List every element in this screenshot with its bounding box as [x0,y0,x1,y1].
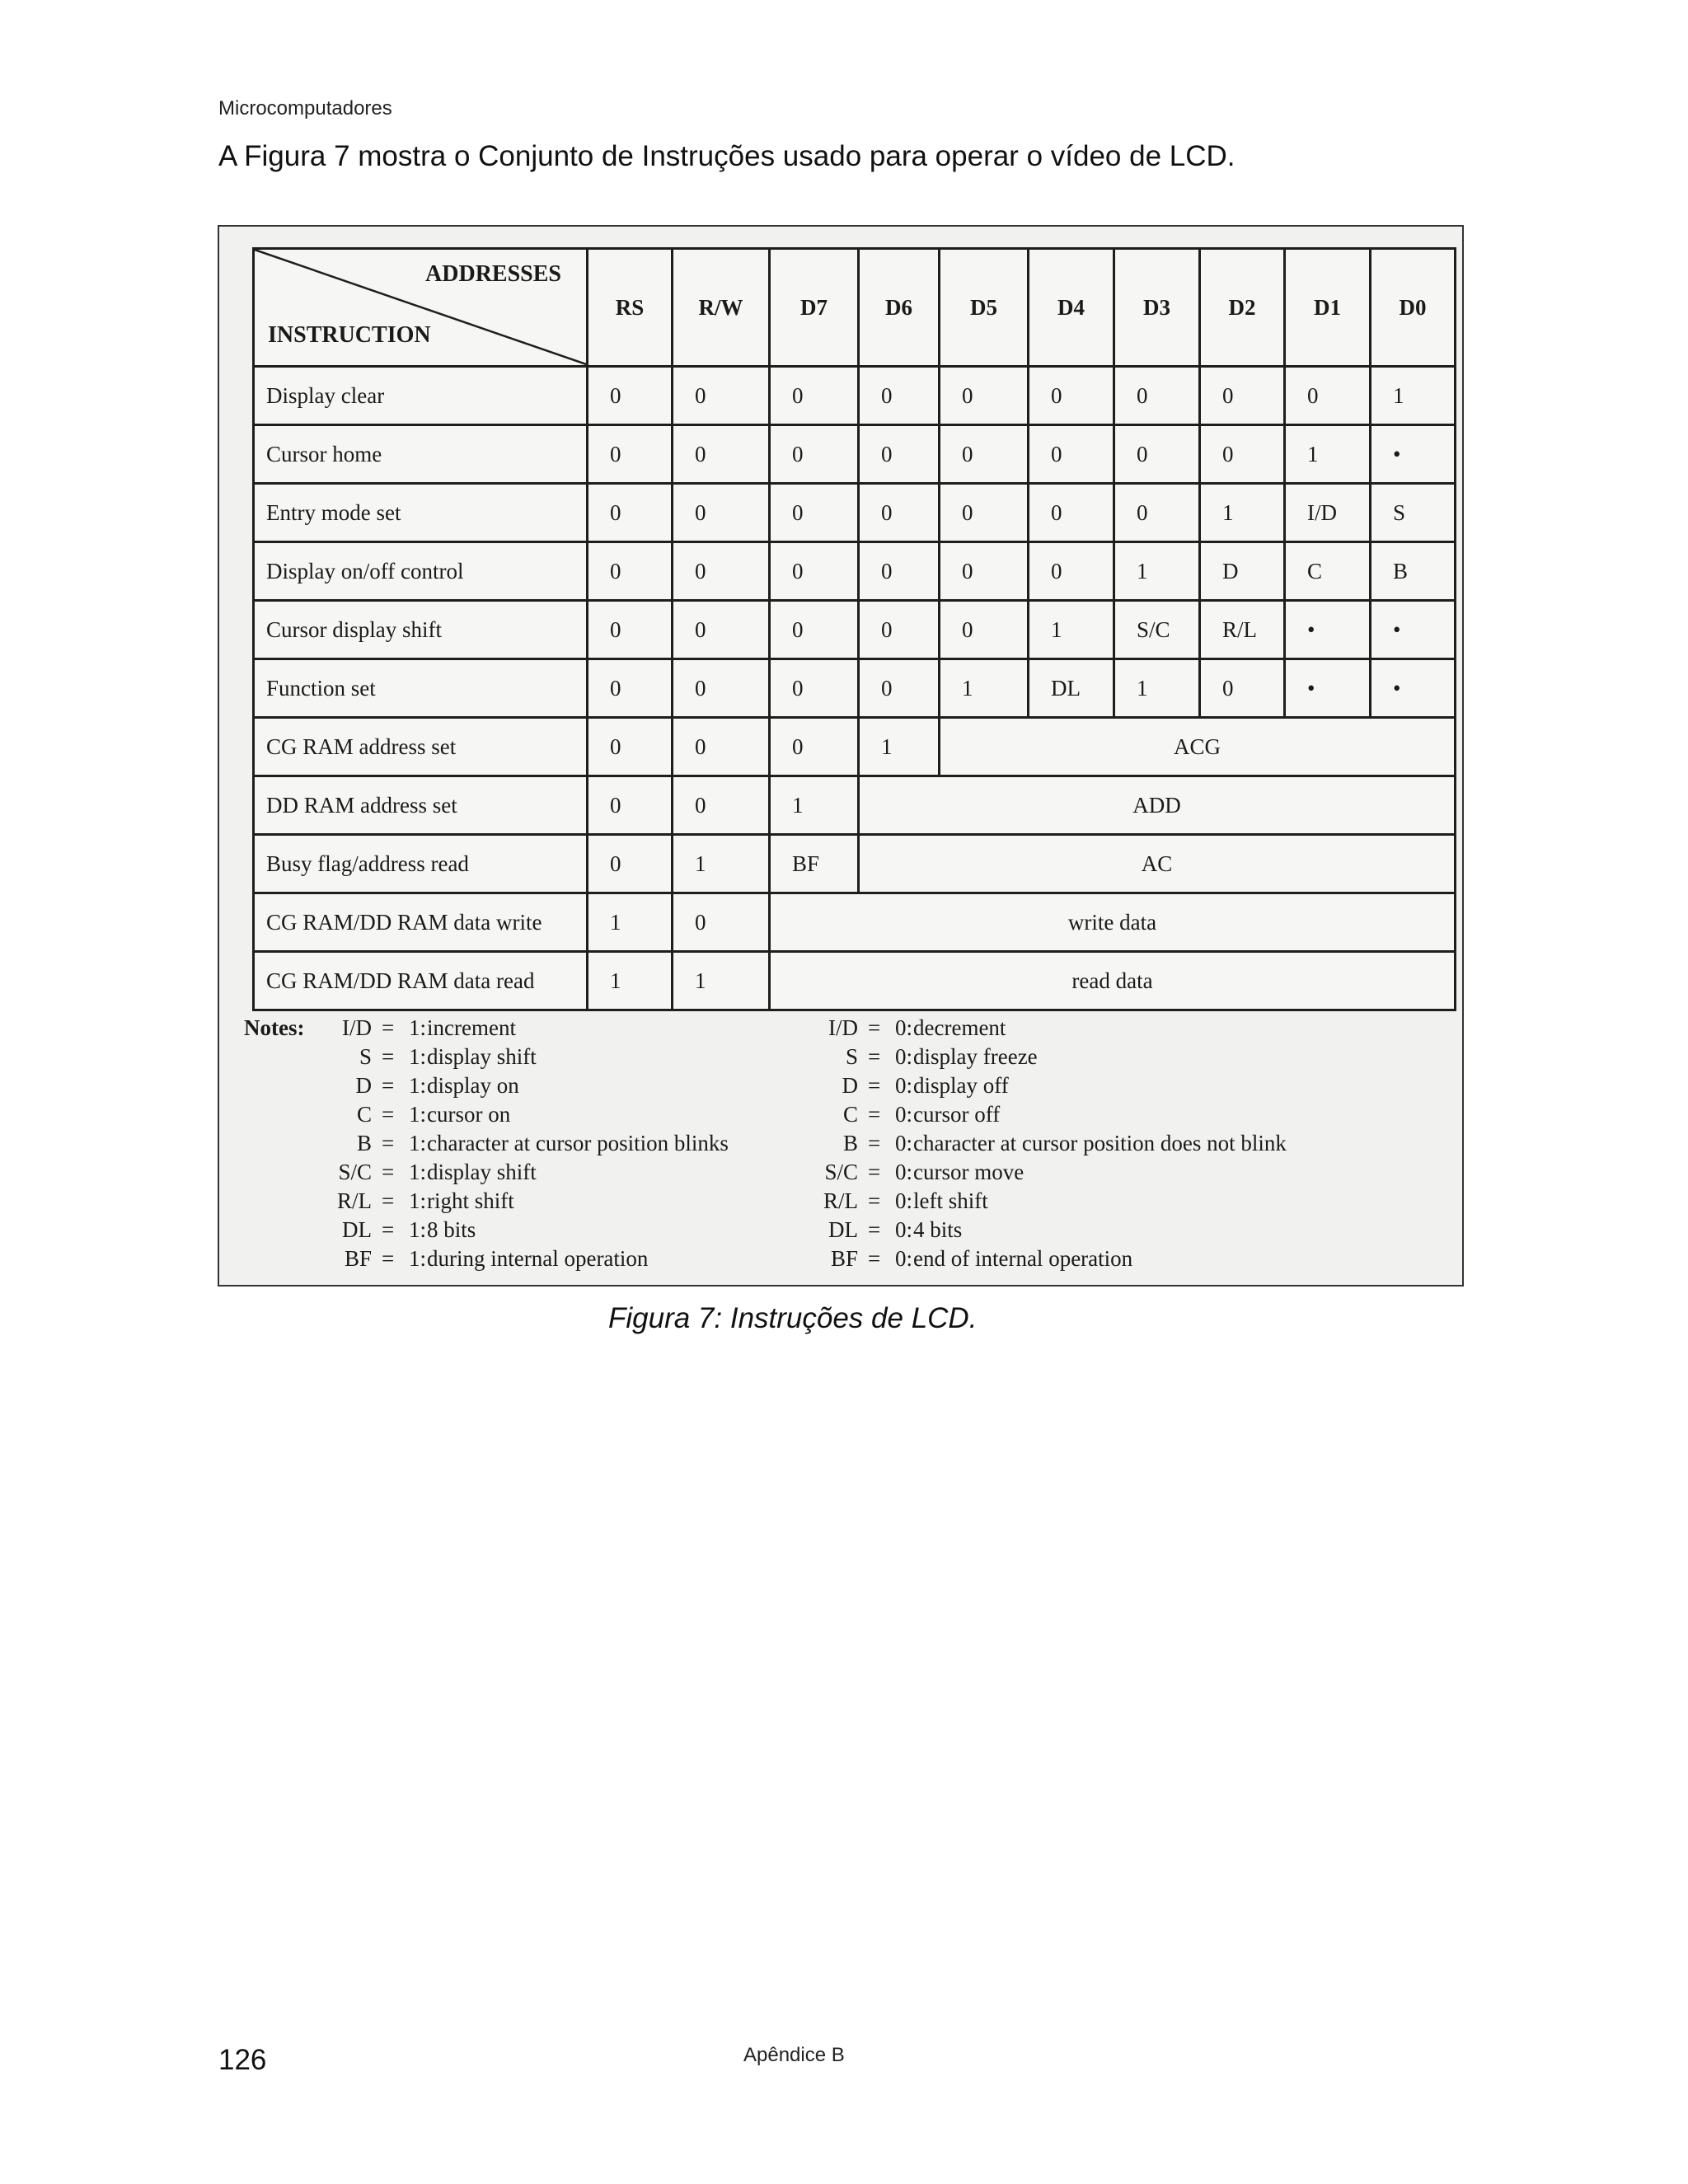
bit-cell: • [1285,659,1371,718]
table-row [254,893,1456,952]
note-value: 1: [409,1160,427,1184]
corner-header-cell [254,249,588,367]
instruction-name: Function set [254,659,588,718]
bit-cell: DL [1029,659,1114,718]
instruction-name: Entry mode set [254,484,588,542]
note-symbol: C [842,1102,858,1127]
bit-cell: 0 [673,425,770,484]
bit-cell: 0 [673,484,770,542]
note-symbol: I/D [342,1015,372,1040]
note-line [244,1129,771,1158]
note-equals: = [868,1102,881,1127]
note-equals: = [382,1102,395,1127]
table-row [254,367,1456,425]
bit-cell: 0 [770,659,859,718]
note-description: 8 bits [427,1217,476,1242]
note-value: 0: [895,1073,913,1098]
table-row [254,952,1456,1010]
bit-cell: • [1371,601,1456,659]
note-line [780,1158,1406,1187]
note-description: decrement [913,1015,1006,1040]
table-row [254,718,1456,776]
note-value: 0: [895,1044,913,1069]
note-line [780,1129,1406,1158]
note-description: 4 bits [913,1217,963,1242]
notes-title: Notes: [244,1015,305,1040]
bit-cell: 1 [673,952,770,1010]
bit-cell: 0 [588,718,673,776]
note-line [780,1014,1406,1043]
bit-cell: 0 [673,367,770,425]
instruction-name: Display clear [254,367,588,425]
note-description: left shift [913,1188,988,1213]
bit-cell: 0 [673,718,770,776]
table-row [254,776,1456,835]
bit-cell: I/D [1285,484,1371,542]
column-header: D5 [940,249,1029,367]
bit-cell: 1 [1371,367,1456,425]
addresses-label: ADDRESSES [425,261,561,287]
bit-cell: 1 [770,776,859,835]
note-description: increment [427,1015,516,1040]
bit-cell: 0 [859,601,940,659]
bit-cell: C [1285,542,1371,601]
note-line [244,1071,771,1100]
note-value: 0: [895,1015,913,1040]
bit-cell: 0 [770,718,859,776]
note-symbol: R/L [823,1188,858,1213]
bit-cell: 0 [859,659,940,718]
note-line [780,1043,1406,1071]
note-symbol: B [842,1131,858,1155]
instruction-name: Cursor display shift [254,601,588,659]
bit-cell: 0 [859,367,940,425]
note-description: display off [913,1073,1009,1098]
column-header: R/W [673,249,770,367]
bit-cell: 0 [673,776,770,835]
note-equals: = [868,1044,881,1069]
instruction-name: CG RAM/DD RAM data read [254,952,588,1010]
instruction-name: Cursor home [254,425,588,484]
bit-cell: 0 [588,659,673,718]
note-line [780,1187,1406,1216]
bit-cell: 0 [1029,425,1114,484]
note-value: 0: [895,1188,913,1213]
note-description: display shift [427,1044,537,1069]
bit-cell: 0 [770,425,859,484]
note-line [244,1158,771,1187]
instruction-table [252,247,1456,1011]
note-equals: = [868,1160,881,1184]
column-header: RS [588,249,673,367]
note-value: 1: [409,1131,427,1155]
bit-cell: 0 [1200,367,1285,425]
note-equals: = [868,1015,881,1040]
span-cell: ACG [940,718,1456,776]
note-line [780,1071,1406,1100]
note-symbol: DL [828,1217,858,1242]
table-row [254,835,1456,893]
bit-cell: 0 [770,601,859,659]
note-description: right shift [427,1188,514,1213]
figure-caption: Figura 7: Instruções de LCD. [608,1302,978,1334]
bit-cell: 1 [1029,601,1114,659]
note-description: during internal operation [427,1246,649,1271]
note-value: 0: [895,1102,913,1127]
note-description: end of internal operation [913,1246,1133,1271]
note-line [244,1014,771,1043]
page-number: 126 [218,2044,267,2076]
note-symbol: I/D [828,1015,858,1040]
note-equals: = [382,1246,395,1271]
bit-cell: • [1371,659,1456,718]
bit-cell: 1 [588,893,673,952]
bit-cell: 0 [588,601,673,659]
bit-cell: 1 [588,952,673,1010]
note-line [244,1216,771,1244]
note-value: 1: [409,1015,427,1040]
note-description: display shift [427,1160,537,1184]
span-cell: ADD [859,776,1456,835]
bit-cell: 0 [770,542,859,601]
bit-cell: 0 [673,893,770,952]
bit-cell: 0 [673,542,770,601]
bit-cell: 0 [673,659,770,718]
note-line [244,1187,771,1216]
column-header: D0 [1371,249,1456,367]
bit-cell: 0 [588,542,673,601]
running-header: Microcomputadores [218,97,392,120]
table-row [254,542,1456,601]
instruction-name: CG RAM address set [254,718,588,776]
note-description: character at cursor position blinks [427,1131,729,1155]
note-value: 1: [409,1217,427,1242]
note-equals: = [382,1217,395,1242]
column-header: D6 [859,249,940,367]
note-value: 0: [895,1131,913,1155]
instruction-name: Busy flag/address read [254,835,588,893]
note-value: 0: [895,1160,913,1184]
bit-cell: 0 [588,776,673,835]
bit-cell: 0 [940,484,1029,542]
column-header: D7 [770,249,859,367]
table-header-row [254,249,1456,367]
note-symbol: R/L [336,1188,372,1213]
note-symbol: D [355,1073,372,1098]
note-description: display freeze [913,1044,1038,1069]
notes-block [244,1014,1431,1277]
note-symbol: C [356,1102,372,1127]
note-equals: = [382,1044,395,1069]
bit-cell: 0 [940,542,1029,601]
bit-cell: 0 [859,484,940,542]
bit-cell: 0 [770,484,859,542]
note-value: 1: [409,1073,427,1098]
notes-column-ones [244,1014,771,1273]
note-line [780,1216,1406,1244]
notes-column-zeros [780,1014,1406,1273]
span-cell: AC [859,835,1456,893]
bit-cell: 0 [1029,542,1114,601]
bit-cell: 0 [588,367,673,425]
bit-cell: S/C [1114,601,1200,659]
bit-cell: 1 [1285,425,1371,484]
footer-section: Apêndice B [743,2044,845,2066]
bit-cell: S [1371,484,1456,542]
note-description: character at cursor position does not blink [913,1131,1287,1155]
note-symbol: S [359,1044,372,1069]
column-header: D3 [1114,249,1200,367]
span-cell: write data [770,893,1456,952]
figure-lcd-instructions [218,225,1464,1286]
bit-cell: 1 [1114,659,1200,718]
bit-cell: 0 [940,601,1029,659]
note-symbol: S/C [338,1160,372,1184]
bit-cell: 1 [1200,484,1285,542]
note-value: 1: [409,1044,427,1069]
bit-cell: 1 [859,718,940,776]
note-line [244,1244,771,1273]
bit-cell: 0 [1200,659,1285,718]
bit-cell: 0 [1200,425,1285,484]
column-header: D2 [1200,249,1285,367]
bit-cell: 0 [770,367,859,425]
instruction-name: Display on/off control [254,542,588,601]
note-equals: = [382,1015,395,1040]
column-header: D1 [1285,249,1371,367]
bit-cell: 1 [1114,542,1200,601]
note-value: 1: [409,1246,427,1271]
bit-cell: 0 [940,425,1029,484]
bit-cell: 0 [1285,367,1371,425]
note-description: cursor on [427,1102,511,1127]
bit-cell: 1 [940,659,1029,718]
note-description: cursor move [913,1160,1025,1184]
bit-cell: 0 [1029,484,1114,542]
instruction-name: CG RAM/DD RAM data write [254,893,588,952]
intro-paragraph: A Figura 7 mostra o Conjunto de Instruções usado para operar o vídeo de LCD. [218,140,1236,172]
note-value: 1: [409,1188,427,1213]
note-symbol: S [845,1044,858,1069]
table-row [254,484,1456,542]
note-symbol: D [842,1073,858,1098]
instruction-name: DD RAM address set [254,776,588,835]
bit-cell: 0 [859,542,940,601]
note-line [780,1244,1406,1273]
note-equals: = [868,1073,881,1098]
bit-cell: 0 [940,367,1029,425]
bit-cell: 1 [673,835,770,893]
note-description: display on [427,1073,519,1098]
bit-cell: 0 [588,425,673,484]
table-row [254,659,1456,718]
note-symbol: DL [342,1217,372,1242]
bit-cell: 0 [673,601,770,659]
bit-cell: • [1371,425,1456,484]
note-equals: = [382,1160,395,1184]
note-symbol: B [356,1131,372,1155]
note-equals: = [868,1131,881,1155]
bit-cell: 0 [588,835,673,893]
table-row [254,425,1456,484]
bit-cell: • [1285,601,1371,659]
note-value: 0: [895,1217,913,1242]
note-equals: = [382,1188,395,1213]
note-equals: = [868,1188,881,1213]
bit-cell: 0 [1114,425,1200,484]
span-cell: read data [770,952,1456,1010]
bit-cell: B [1371,542,1456,601]
note-line [780,1100,1406,1129]
note-equals: = [382,1073,395,1098]
bit-cell: BF [770,835,859,893]
note-value: 0: [895,1246,913,1271]
bit-cell: R/L [1200,601,1285,659]
note-equals: = [868,1246,881,1271]
note-value: 1: [409,1102,427,1127]
bit-cell: 0 [588,484,673,542]
table-row [254,601,1456,659]
bit-cell: D [1200,542,1285,601]
bit-cell: 0 [1114,367,1200,425]
bit-cell: 0 [859,425,940,484]
note-symbol: S/C [824,1160,858,1184]
bit-cell: 0 [1114,484,1200,542]
bit-cell: 0 [1029,367,1114,425]
note-symbol: BF [344,1246,372,1271]
column-header: D4 [1029,249,1114,367]
note-line [244,1100,771,1129]
note-equals: = [868,1217,881,1242]
note-equals: = [382,1131,395,1155]
note-line [244,1043,771,1071]
note-description: cursor off [913,1102,1001,1127]
instruction-label: INSTRUCTION [268,322,431,348]
note-symbol: BF [830,1246,858,1271]
